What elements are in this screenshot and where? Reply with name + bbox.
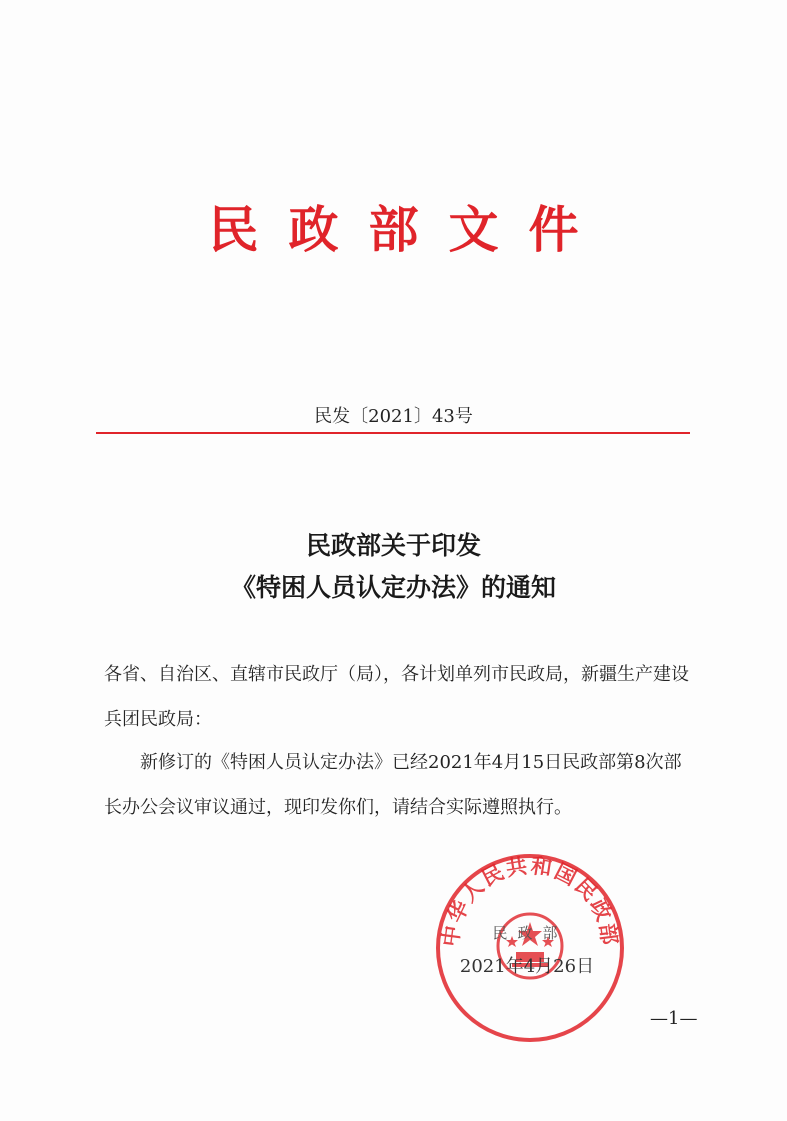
seal-inner-text: 民政部 xyxy=(492,924,568,942)
addressee: 各省、自治区、直辖市民政厅（局），各计划单列市民政局，新疆生产建设兵团民政局： xyxy=(104,664,689,730)
document-date: 2021年4月26日 xyxy=(459,956,595,977)
document-header-title: 民政部文件 xyxy=(208,200,609,259)
official-seal-icon xyxy=(432,850,628,1046)
page-number: —1— xyxy=(650,1008,698,1029)
body-paragraph: 新修订的《特困人员认定办法》已经2021年4月15日民政部第8次部长办公会议审议通过，现印发你们，请结合实际遵照执行。 xyxy=(104,752,682,818)
document-number: 民发〔2021〕43号 xyxy=(314,406,473,427)
seal-ring-text: 中华人民共和国民政部 xyxy=(438,853,622,948)
notice-title-line-1: 民政部关于印发 xyxy=(305,531,481,560)
red-divider-line xyxy=(96,432,690,434)
notice-title xyxy=(0,525,787,609)
notice-title-line-2: 《特困人员认定办法》的通知 xyxy=(230,573,556,602)
